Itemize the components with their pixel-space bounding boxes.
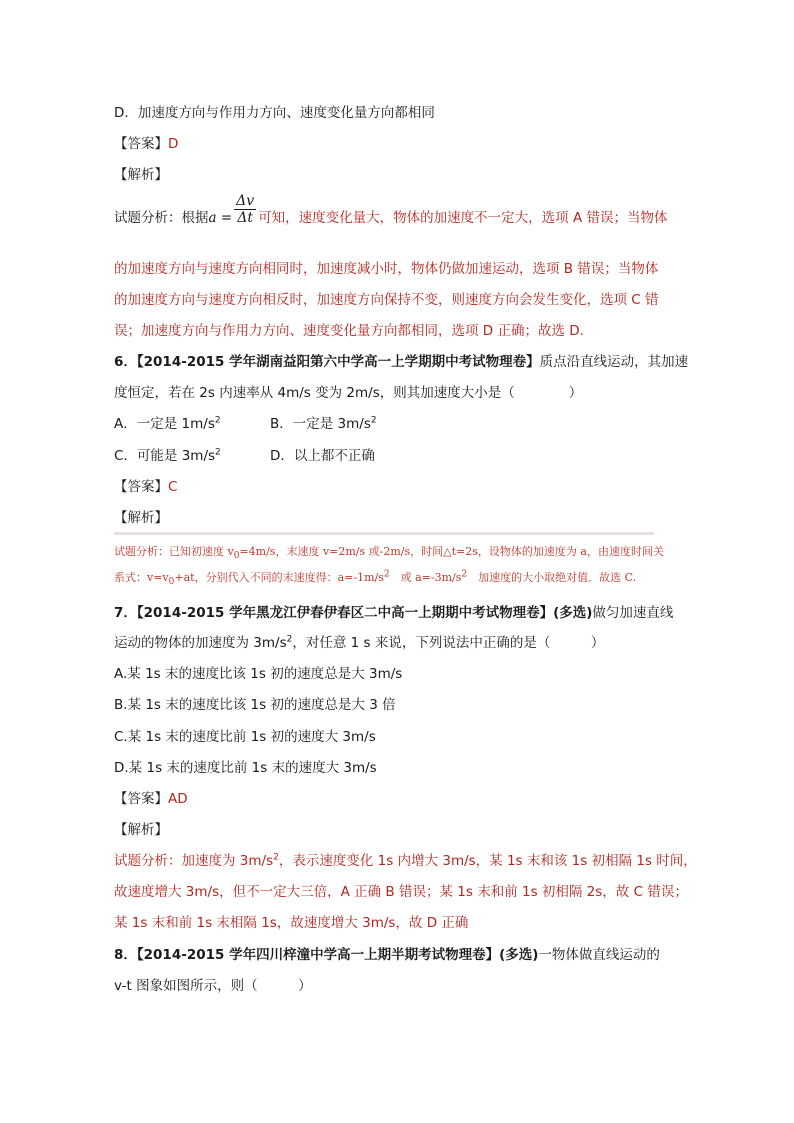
q6-option-b: B．一定是 $3m/s^2$ bbox=[270, 415, 377, 432]
formula-denominator: Δt bbox=[234, 209, 256, 226]
q6-analysis-label: 【解析】 bbox=[114, 510, 168, 526]
q7-option-a: A.某 1s 末的速度比该 1s 初的速度总是大 3m/s bbox=[114, 666, 403, 682]
q7-source: 7．【2014-2015 学年黑龙江伊春伊春区二中高一上期期中考试物理卷】(多选) bbox=[114, 605, 593, 621]
q5-option-d: D．加速度方向与作用力方向、速度变化量方向都相同 bbox=[114, 105, 435, 121]
answer-value: D bbox=[168, 136, 179, 152]
q6-stem-line-1 bbox=[114, 352, 688, 372]
q6-analysis-line-2: 系式：$v=v_0+at$，分别代入不同的末速度得：$a=-1m/s^2$ 或 $a=-3m/s^2$ 加速度的大小取绝对值．故选 C. bbox=[114, 569, 637, 588]
q7-analysis-line-2: 故速度增大 3m/s，但不一定大三倍，A 正确 B 错误；某 1s 末和前 1s 初相隔 2s，故 C 错误； bbox=[114, 884, 688, 900]
q8-stem-1: 一物体做直线运动的 bbox=[538, 947, 660, 963]
q7-option-d: D.某 1s 末的速度比前 1s 末的速度大 3m/s bbox=[114, 760, 377, 776]
q8-stem-line-2: v-t 图象如图所示，则（ ） bbox=[114, 978, 312, 994]
q7-stem-line-1 bbox=[114, 603, 673, 623]
answer-label: 【答案】 bbox=[114, 479, 168, 495]
q6-answer bbox=[114, 477, 177, 497]
q6-stem-1: 质点沿直线运动，其加速 bbox=[539, 354, 689, 370]
q5-analysis-line-4: 误；加速度方向与作用力方向、速度变化量方向都相同，选项 D 正确；故选 D. bbox=[114, 323, 584, 339]
q5-analysis-line-3: 的加速度方向与速度方向相反时，加速度方向保持不变，则速度方向会发生变化，选项 C 错 bbox=[114, 292, 659, 308]
q6-stem-line-2: 度恒定，若在 2s 内速率从 4m/s 变为 2m/s，则其加速度大小是（ ） bbox=[114, 385, 583, 401]
q6-analysis-line-1: 试题分析：已知初速度 $v_0=4m/s$，末速度 v=2m/s 或-2m/s，时间△t=2s，设物体的加速度为 a，由速度时间关 bbox=[114, 545, 664, 562]
formula-lhs: a = bbox=[208, 210, 233, 226]
answer-value: AD bbox=[168, 791, 188, 807]
q8-stem-line-1 bbox=[114, 945, 660, 965]
q7-analysis-line-1: 试题分析：加速度为 $3m/s^2$，表示速度变化 1s 内增大 3m/s，某 1s 末和该 1s 初相隔 1s 时间， bbox=[114, 852, 697, 869]
q7-answer bbox=[114, 789, 188, 809]
divider bbox=[114, 532, 654, 535]
q8-source: 8．【2014-2015 学年四川梓潼中学高一上期半期考试物理卷】(多选) bbox=[114, 947, 539, 963]
formula-numerator: Δv bbox=[236, 192, 255, 209]
q5-answer bbox=[114, 134, 178, 154]
q6-option-a: A．一定是 $1m/s^2$ bbox=[114, 415, 221, 432]
analysis-line-1-rest: 可知，速度变化量大，物体的加速度不一定大，选项 A 错误；当物体 bbox=[258, 210, 668, 226]
answer-value: C bbox=[168, 479, 178, 495]
q5-analysis-label: 【解析】 bbox=[114, 167, 168, 183]
q7-stem-1: 做匀加速直线 bbox=[592, 605, 674, 621]
answer-label: 【答案】 bbox=[114, 136, 168, 152]
q7-option-b: B.某 1s 末的速度比该 1s 初的速度总是大 3 倍 bbox=[114, 697, 396, 713]
analysis-prefix: 试题分析：根据 bbox=[114, 210, 209, 226]
q7-analysis-line-3: 某 1s 末和前 1s 末相隔 1s，故速度增大 3m/s，故 D 正确 bbox=[114, 915, 469, 931]
answer-label: 【答案】 bbox=[114, 791, 168, 807]
q6-source: 6．【2014-2015 学年湖南益阳第六中学高一上学期期中考试物理卷】 bbox=[114, 354, 540, 370]
q6-option-d: D．以上都不正确 bbox=[270, 448, 375, 464]
formula-fraction bbox=[234, 193, 256, 226]
q7-stem-line-2: 运动的物体的加速度为 $3m/s^2$，对任意 1 s 来说，下列说法中正确的是（ ） bbox=[114, 634, 605, 651]
q6-option-c: C．可能是 $3m/s^2$ bbox=[114, 447, 221, 464]
q7-option-c: C.某 1s 末的速度比前 1s 初的速度大 3m/s bbox=[114, 729, 376, 745]
q5-analysis-line-2: 的加速度方向与速度方向相同时，加速度减小时，物体仍做加速运动，选项 B 错误；当物体 bbox=[114, 261, 659, 277]
q7-analysis-label: 【解析】 bbox=[114, 822, 168, 838]
